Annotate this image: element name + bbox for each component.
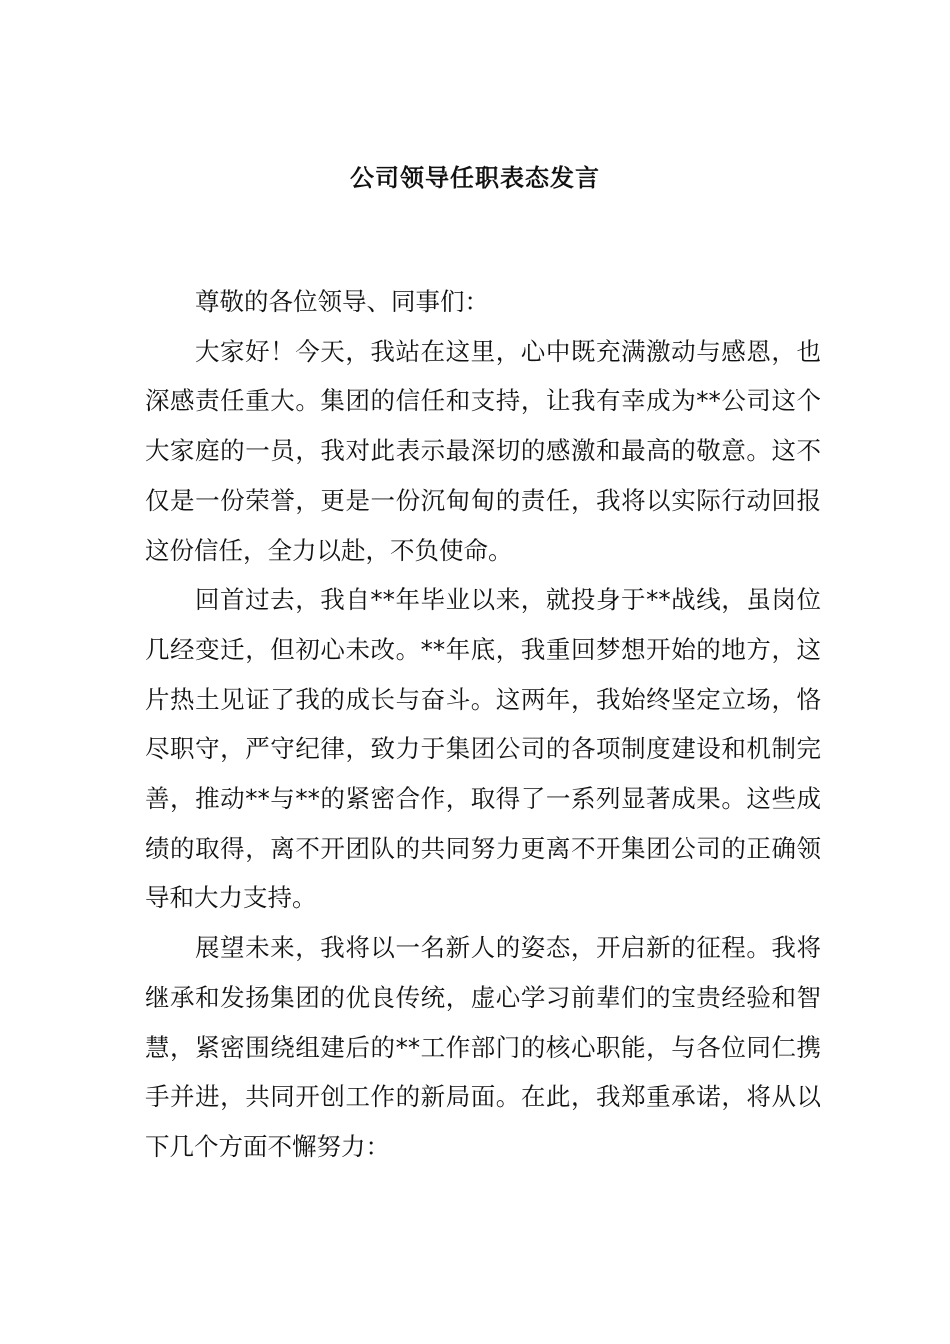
document-title: 公司领导任职表态发言 xyxy=(350,164,600,192)
greeting-line: 尊敬的各位领导、同事们： xyxy=(195,287,489,316)
document-body xyxy=(145,277,821,1172)
paragraph-outlook: 展望未来，我将以一名新人的姿态，开启新的征程。我将继承和发扬集团的优良传统，虚心学习前辈们的宝贵经验和智慧，紧密围绕组建后的**工作部门的核心职能，与各位同仁携手并进，共同开创工作的新局面。在此，我郑重承诺，将从以下几个方面不懈努力： xyxy=(145,933,821,1161)
paragraph-review: 回首过去，我自**年毕业以来，就投身于**战线，虽岗位几经变迁，但初心未改。**年底，我重回梦想开始的地方，这片热土见证了我的成长与奋斗。这两年，我始终坚定立场，恪尽职守，严守纪律，致力于集团公司的各项制度建设和机制完善，推动**与**的紧密合作，取得了一系列显著成果。这些成绩的取得，离不开团队的共同努力更离不开集团公司的正确领导和大力支持。 xyxy=(145,585,821,913)
paragraph-intro: 大家好！今天，我站在这里，心中既充满激动与感恩，也深感责任重大。集团的信任和支持，让我有幸成为**公司这个大家庭的一员，我对此表示最深切的感激和最高的敬意。这不仅是一份荣誉，更是一份沉甸甸的责任，我将以实际行动回报这份信任，全力以赴，不负使命。 xyxy=(145,336,821,565)
